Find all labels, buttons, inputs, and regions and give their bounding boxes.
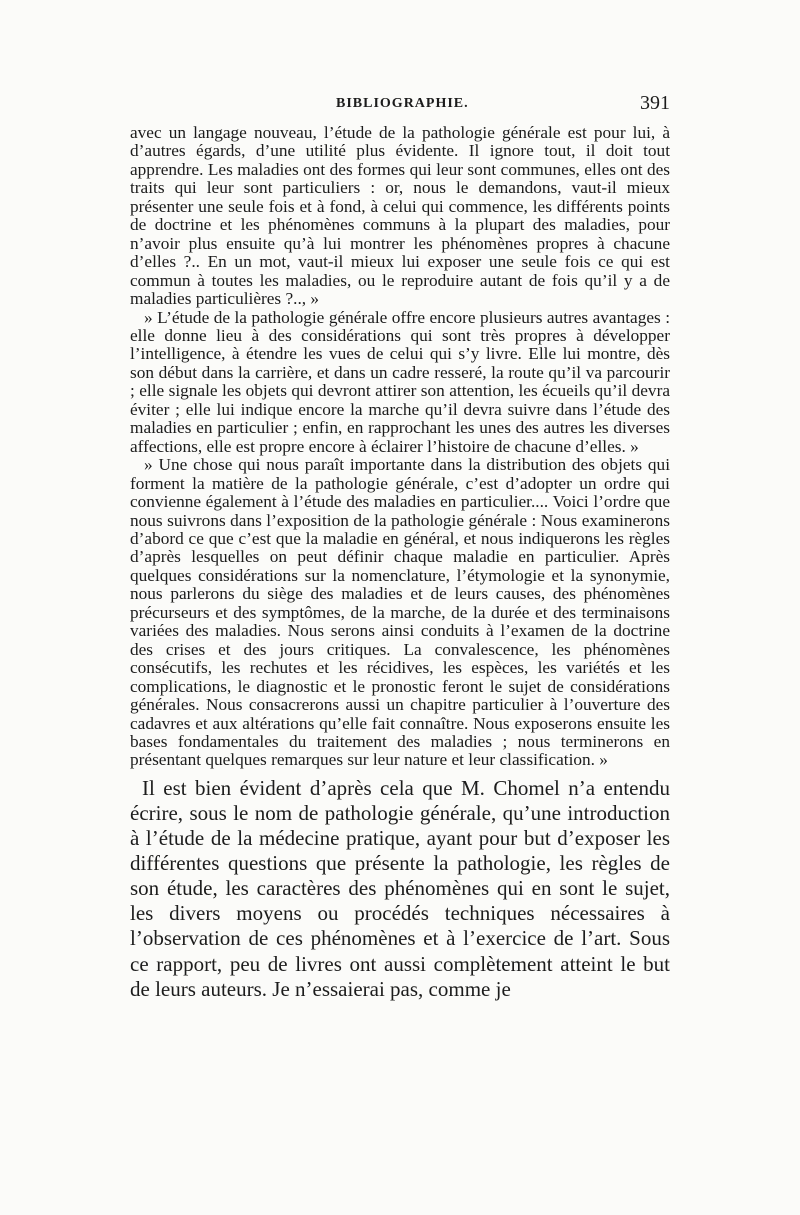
quote-paragraph: » L’étude de la pathologie générale offre encore plusieurs autres avantages : elle donne lieu à des considérations qui sont très propres à développer l’intelligence, à étendre les vues de celui qui s’y livre. Elle lui montre, dès son début dans la carrière, et dans un cadre resseré, la route qu’il va parcourir ; elle signale les objets qui devront attirer son attention, les écueils qu’il devra éviter ; elle lui indique encore la marche qu’il devra suivre dans l’étude des maladies en particulier ; enfin, en rapprochant les unes des autres les diverses affections, elle est propre encore à éclairer l’histoire de chacune d’elles. » xyxy=(130,307,670,456)
body-text xyxy=(130,124,670,1002)
quoted-passage xyxy=(130,124,670,770)
main-passage xyxy=(130,776,670,1002)
page-number: 391 xyxy=(640,92,670,114)
main-paragraph: Il est bien évident d’après cela que M. Chomel n’a entendu écrire, sous le nom de pathologie générale, qu’une introduction à l’étude de la médecine pratique, ayant pour but d’exposer les différentes questions que présente la pathologie, les règles de son étude, les caractères des phénomènes qui en sont le sujet, les divers moyens ou procédés techniques nécessaires à l’observation de ces phénomènes et à l’exercice de l’art. Sous ce rapport, peu de livres ont aussi complètement atteint le but de leurs auteurs. Je n’essaierai pas, comme je xyxy=(130,775,670,1001)
page-header xyxy=(130,92,670,118)
running-title: BIBLIOGRAPHIE. xyxy=(336,96,469,111)
quote-paragraph: » Une chose qui nous paraît importante dans la distribution des objets qui forment la matière de la pathologie générale, c’est d’adopter un ordre qui convienne également à l’étude des maladies en particulier.... Voici l’ordre que nous suivrons dans l’exposition de la pathologie générale : Nous examinerons d’abord ce que c’est que la maladie en général, et nous indiquerons les règles d’après lesquelles on peut définir chaque maladie en particulier. Après quelques considérations sur la nomenclature, l’étymologie et la synonymie, nous parlerons du siège des maladies et de leurs causes, des phénomènes précurseurs et des symptômes, de la marche, de la durée et des terminaisons variées des maladies. Nous serons ainsi conduits à l’examen de la doctrine des crises et des jours critiques. La convalescence, les phénomènes consécutifs, les rechutes et les récidives, les espèces, les variétés et les complications, le diagnostic et le pronostic feront le sujet de considérations générales. Nous consacrerons aussi un chapitre particulier à l’ouverture des cadavres et aux altérations qu’elle fait connaître. Nous exposerons ensuite les bases fondamentales du traitement des maladies ; nous terminerons en présentant quelques remarques sur leur nature et leur classification. » xyxy=(130,455,670,770)
quote-paragraph: avec un langage nouveau, l’étude de la pathologie générale est pour lui, à d’autres égards, d’une utilité plus évidente. Il ignore tout, il doit tout apprendre. Les maladies ont des formes qui leur sont communes, elles ont des traits qui leur sont particuliers : or, nous le demandons, vaut-il mieux présenter une seule fois et à fond, à celui qui commence, les différents points de doctrine et les phénomènes communs à la plupart des maladies, pour n’avoir plus ensuite qu’à lui montrer les phénomènes propres à chacune d’elles ?.. En un mot, vaut-il mieux lui exposer une seule fois ce qui est commun à toutes les maladies, ou le reproduire autant de fois qu’il y a de maladies particulières ?.., » xyxy=(130,123,670,309)
